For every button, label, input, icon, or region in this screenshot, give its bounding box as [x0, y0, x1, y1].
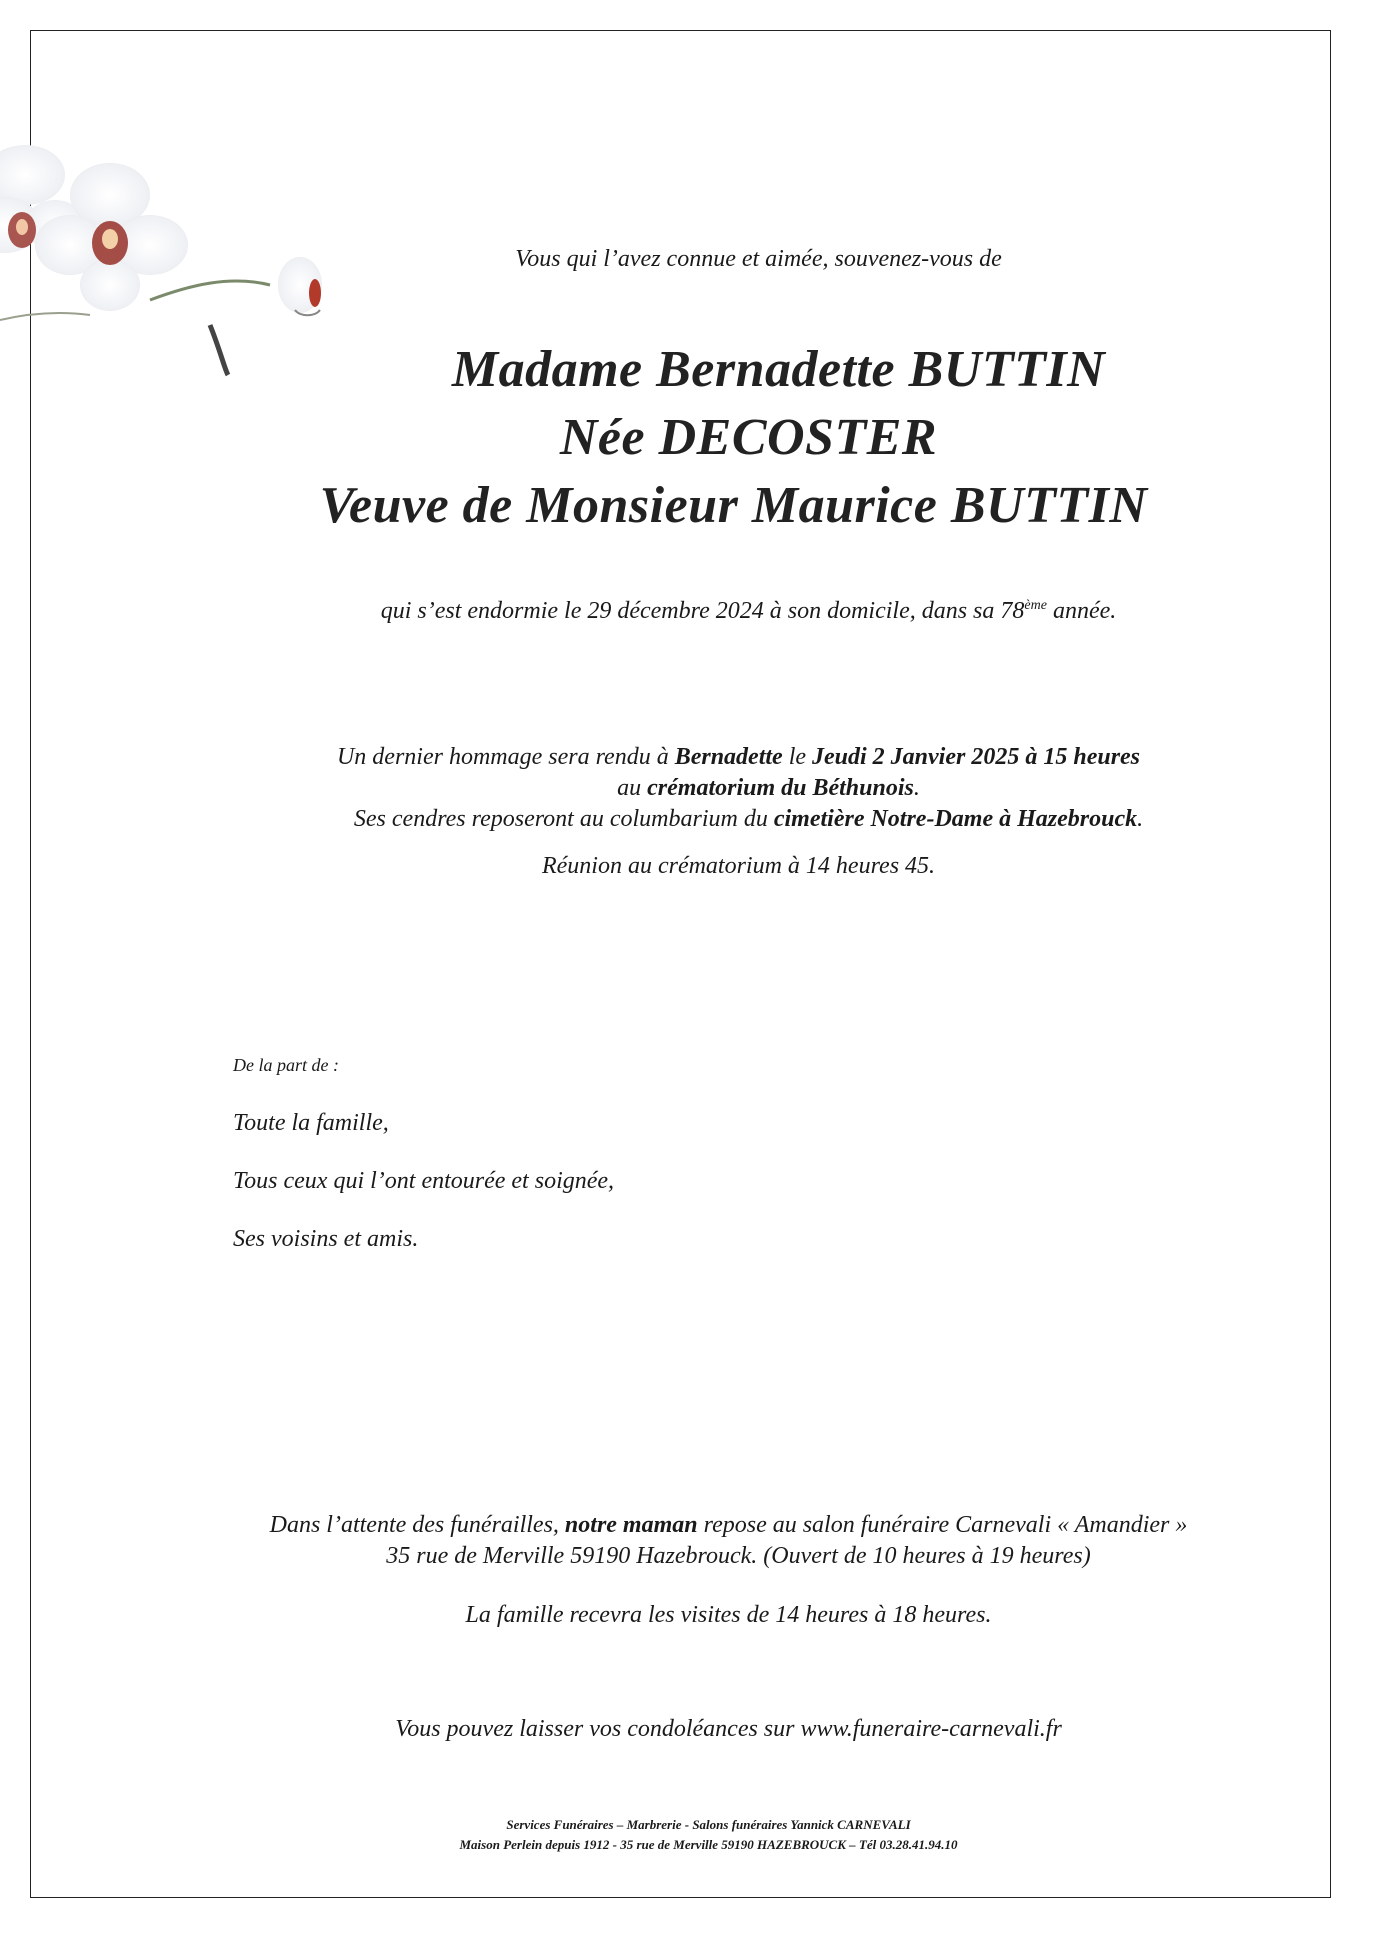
- hommage-text: .: [913, 775, 920, 801]
- from-item: Ses voisins et amis.: [233, 1226, 419, 1252]
- widow-of: Veuve de Monsieur Maurice BUTTIN: [319, 477, 1148, 534]
- intro-text: Vous qui l’avez connue et aimée, souvenez-vous de: [515, 246, 1002, 272]
- hommage-line-1: [0, 744, 1377, 771]
- hommage-text: au: [617, 775, 648, 801]
- ceremony-place: crématorium du Béthunois: [647, 775, 914, 801]
- attente-address: 35 rue de Merville 59190 Hazebrouck. (Ouvert de 10 heures à 19 heures): [386, 1543, 1091, 1569]
- notre-maman: notre maman: [564, 1512, 698, 1538]
- hommage-text: le: [782, 744, 813, 770]
- from-label: De la part de :: [233, 1055, 339, 1075]
- attente-line-1: [0, 1512, 1377, 1539]
- hommage-text: Ses cendres reposeront au columbarium du: [353, 806, 774, 832]
- hommage-line-3: [0, 806, 1377, 833]
- ordinal-suffix: ème: [1024, 598, 1047, 613]
- death-text: qui s’est endormie le 29 décembre 2024 à son domicile, dans sa 78: [380, 598, 1025, 624]
- from-item: Toute la famille,: [233, 1110, 389, 1136]
- cemetery: cimetière Notre-Dame à Hazebrouck: [773, 806, 1138, 832]
- from-item: Tous ceux qui l’ont entourée et soignée,: [233, 1168, 615, 1194]
- death-text-end: année.: [1046, 598, 1117, 624]
- reunion-text: Réunion au crématorium à 14 heures 45.: [541, 853, 936, 879]
- ceremony-date: Jeudi 2 Janvier 2025 à 15 heures: [812, 744, 1141, 770]
- hommage-line-2: [0, 775, 1377, 802]
- hommage-text: .: [1137, 806, 1144, 832]
- footer-line-2: Maison Perlein depuis 1912 - 35 rue de Merville 59190 HAZEBROUCK – Tél 03.28.41.94.10: [459, 1837, 958, 1852]
- condoleances-text: Vous pouvez laisser vos condoléances sur www.funeraire-carnevali.fr: [395, 1716, 1062, 1742]
- deceased-name: Madame Bernadette BUTTIN: [451, 341, 1106, 398]
- attente-text: Dans l’attente des funérailles,: [269, 1512, 565, 1538]
- maiden-name: Née DECOSTER: [559, 409, 938, 466]
- hommage-text: Un dernier hommage sera rendu à: [336, 744, 675, 770]
- death-notice: [0, 598, 1377, 625]
- footer-line-1: Services Funéraires – Marbrerie - Salons funéraires Yannick CARNEVALI: [506, 1817, 911, 1832]
- first-name: Bernadette: [674, 744, 783, 770]
- attente-text: repose au salon funéraire Carnevali « Amandier »: [697, 1512, 1188, 1538]
- visites-text: La famille recevra les visites de 14 heures à 18 heures.: [465, 1602, 992, 1628]
